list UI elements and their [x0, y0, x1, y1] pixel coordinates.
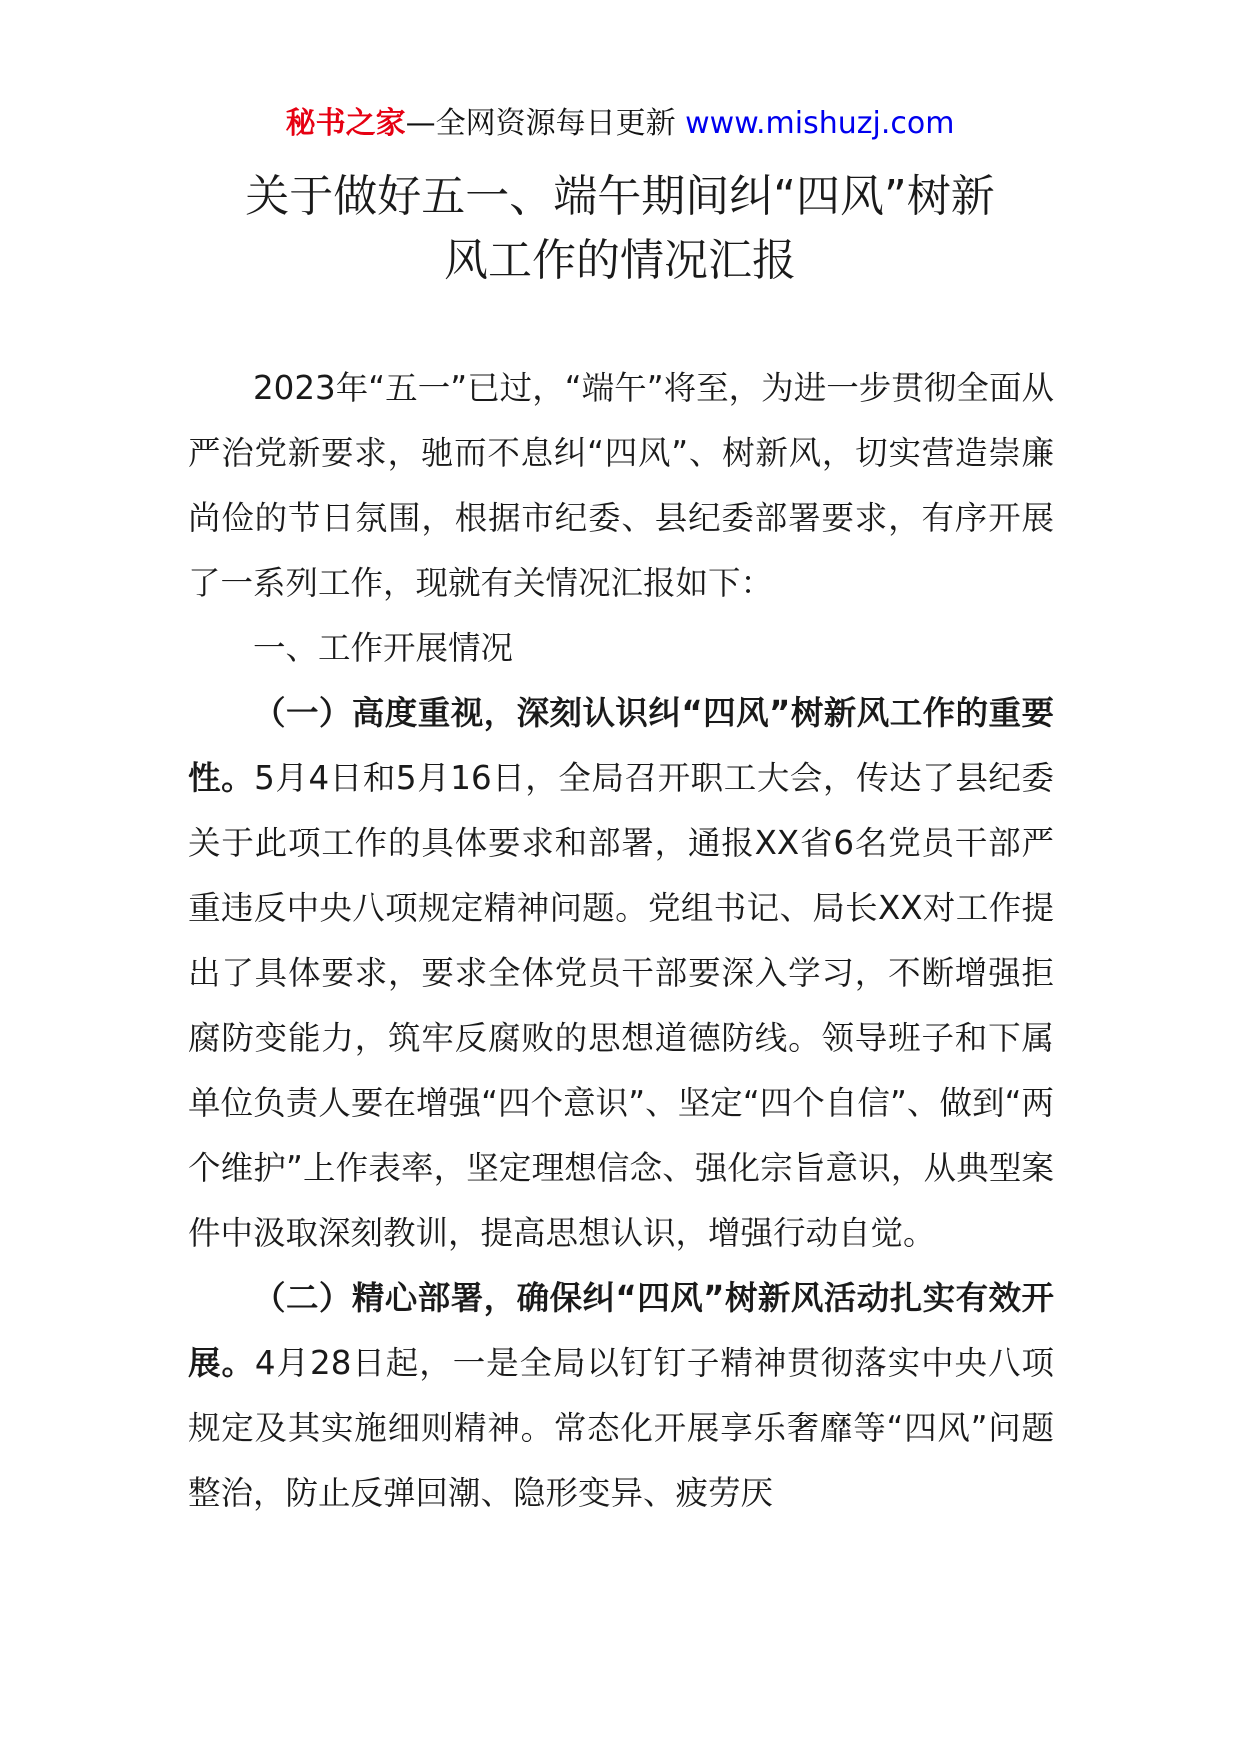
brand-name: 秘书之家: [285, 106, 406, 141]
site-banner: [0, 102, 1240, 146]
site-url-link[interactable]: www.mishuzj.com: [685, 106, 955, 141]
item-1-paragraph: [188, 681, 1054, 1266]
section-heading-1: 一、工作开展情况: [253, 629, 514, 667]
intro-paragraph: 2023年“五一”已过，“端午”将至，为进一步贯彻全面从严治党新要求，驰而不息纠“四风”、树新风，切实营造崇廉尚俭的节日氛围，根据市纪委、县纪委部署要求，有序开展了一系列工作，现就有关情况汇报如下：: [188, 369, 1054, 602]
banner-slogan: —全网资源每日更新: [405, 106, 676, 141]
item-2-paragraph: [188, 1266, 1054, 1526]
item-1-lead: （一）高度重视，深刻认识纠“四风”树新风工作的重要性。: [188, 694, 1054, 797]
item-2-lead: （二）精心部署，确保纠“四风”树新风活动扎实有效开展。: [188, 1279, 1054, 1382]
item-2-text: 4月28日起，一是全局以钉钉子精神贯彻落实中央八项规定及其实施细则精神。常态化开展享乐奢靡等“四风”问题整治，防止反弹回潮、隐形变异、疲劳厌: [188, 1344, 1054, 1512]
document-body: [188, 356, 1054, 1526]
document-title-line-1: 关于做好五一、端午期间纠“四风”树新: [245, 171, 995, 222]
item-1-text: 5月4日和5月16日，全局召开职工大会，传达了县纪委关于此项工作的具体要求和部署，通报XX省6名党员干部严重违反中央八项规定精神问题。党组书记、局长XX对工作提出了具体要求，要求全体党员干部要深入学习，不断增强拒腐防变能力，筑牢反腐败的思想道德防线。领导班子和下属单位负责人要在增强“四个意识”、坚定“四个自信”、做到“两个维护”上作表率，坚定理想信念、强化宗旨意识，从典型案件中汲取深刻教训，提高思想认识，增强行动自觉。: [188, 759, 1054, 1252]
document-title-line-2: 风工作的情况汇报: [444, 235, 796, 286]
